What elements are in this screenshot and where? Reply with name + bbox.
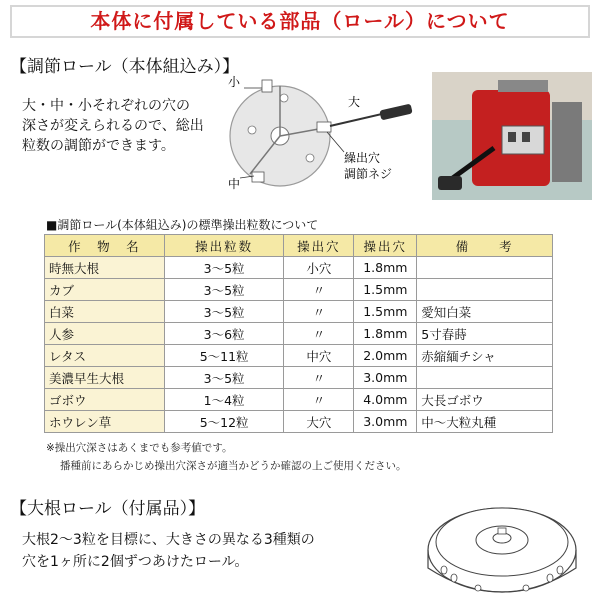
cell-count: 3〜5粒 — [164, 367, 284, 389]
cell-depth: 1.5mm — [354, 301, 417, 323]
header-hole: 操出穴 — [284, 235, 354, 257]
radish-roll-drawing — [418, 498, 596, 598]
section2-intro-line-2: 穴を1ヶ所に2個ずつあけたロール。 — [22, 554, 249, 570]
cell-note — [417, 367, 553, 389]
cell-count: 1〜4粒 — [164, 389, 284, 411]
section1-intro-line-1: 大・中・小それぞれの穴の — [22, 98, 190, 114]
table-row — [45, 345, 553, 367]
cell-crop: 人参 — [45, 323, 165, 345]
page-banner — [10, 5, 590, 38]
label-large: 大 — [348, 95, 361, 109]
cell-note: 愛知白菜 — [417, 301, 553, 323]
section1-intro-line-2: 深さが変えられるので、総出 — [22, 118, 204, 134]
cell-note: 赤縮緬チシャ — [417, 345, 553, 367]
cell-depth: 3.0mm — [354, 411, 417, 433]
header-depth: 操出穴 — [354, 235, 417, 257]
cell-count: 5〜12粒 — [164, 411, 284, 433]
cell-crop: ホウレン草 — [45, 411, 165, 433]
table-header-row — [45, 235, 553, 257]
cell-note: 大長ゴボウ — [417, 389, 553, 411]
cell-depth: 2.0mm — [354, 345, 417, 367]
cell-count: 3〜6粒 — [164, 323, 284, 345]
table-row — [45, 257, 553, 279]
cell-hole: 大穴 — [284, 411, 354, 433]
table-caption: ■調節ロール(本体組込み)の標準操出粒数について — [46, 218, 319, 232]
section2-intro-line-1: 大根2〜3粒を目標に、大きさの異なる3種類の — [22, 532, 315, 548]
cell-depth: 4.0mm — [354, 389, 417, 411]
cell-hole: 〃 — [284, 367, 354, 389]
table-row — [45, 389, 553, 411]
banner-title: 本体に付属している部品（ロール）について — [90, 9, 510, 33]
table-row — [45, 367, 553, 389]
cell-note: 中〜大粒丸種 — [417, 411, 553, 433]
cell-hole: 〃 — [284, 389, 354, 411]
cell-count: 3〜5粒 — [164, 257, 284, 279]
cell-depth: 1.8mm — [354, 323, 417, 345]
cell-note — [417, 279, 553, 301]
section2-title: 【大根ロール（付属品）】 — [10, 499, 206, 519]
cell-hole: 〃 — [284, 301, 354, 323]
cell-hole: 小穴 — [284, 257, 354, 279]
cell-depth: 1.5mm — [354, 279, 417, 301]
table-row — [45, 279, 553, 301]
section1-title: 【調節ロール（本体組込み）】 — [10, 57, 240, 77]
cell-crop: カブ — [45, 279, 165, 301]
table-row — [45, 301, 553, 323]
header-note: 備 考 — [417, 235, 553, 257]
cell-count: 5〜11粒 — [164, 345, 284, 367]
table-row — [45, 411, 553, 433]
header-crop: 作 物 名 — [45, 235, 165, 257]
cell-note: 5寸春蒔 — [417, 323, 553, 345]
adjustment-photo — [432, 72, 592, 200]
label-hole: 繰出穴 — [344, 151, 381, 165]
cell-hole: 〃 — [284, 279, 354, 301]
standard-seed-table — [44, 234, 553, 433]
header-count: 操出粒数 — [164, 235, 284, 257]
section1-intro-line-3: 粒数の調節ができます。 — [22, 138, 175, 154]
cell-crop: 美濃早生大根 — [45, 367, 165, 389]
table-note-1: ※操出穴深さはあくまでも参考値です。 — [46, 442, 233, 454]
label-medium: 中 — [228, 177, 241, 191]
cell-hole: 中穴 — [284, 345, 354, 367]
cell-crop: レタス — [45, 345, 165, 367]
cell-depth: 3.0mm — [354, 367, 417, 389]
table-row — [45, 323, 553, 345]
table-note-2: 播種前にあらかじめ操出穴深さが適当かどうか確認の上ご使用ください。 — [60, 460, 407, 472]
cell-hole: 〃 — [284, 323, 354, 345]
adjustment-roll-diagram — [222, 70, 432, 202]
label-adjust-screw: 調節ネジ — [344, 167, 393, 181]
cell-crop: 時無大根 — [45, 257, 165, 279]
cell-crop: 白菜 — [45, 301, 165, 323]
cell-note — [417, 257, 553, 279]
cell-count: 3〜5粒 — [164, 279, 284, 301]
cell-count: 3〜5粒 — [164, 301, 284, 323]
cell-crop: ゴボウ — [45, 389, 165, 411]
label-small: 小 — [228, 75, 241, 89]
cell-depth: 1.8mm — [354, 257, 417, 279]
